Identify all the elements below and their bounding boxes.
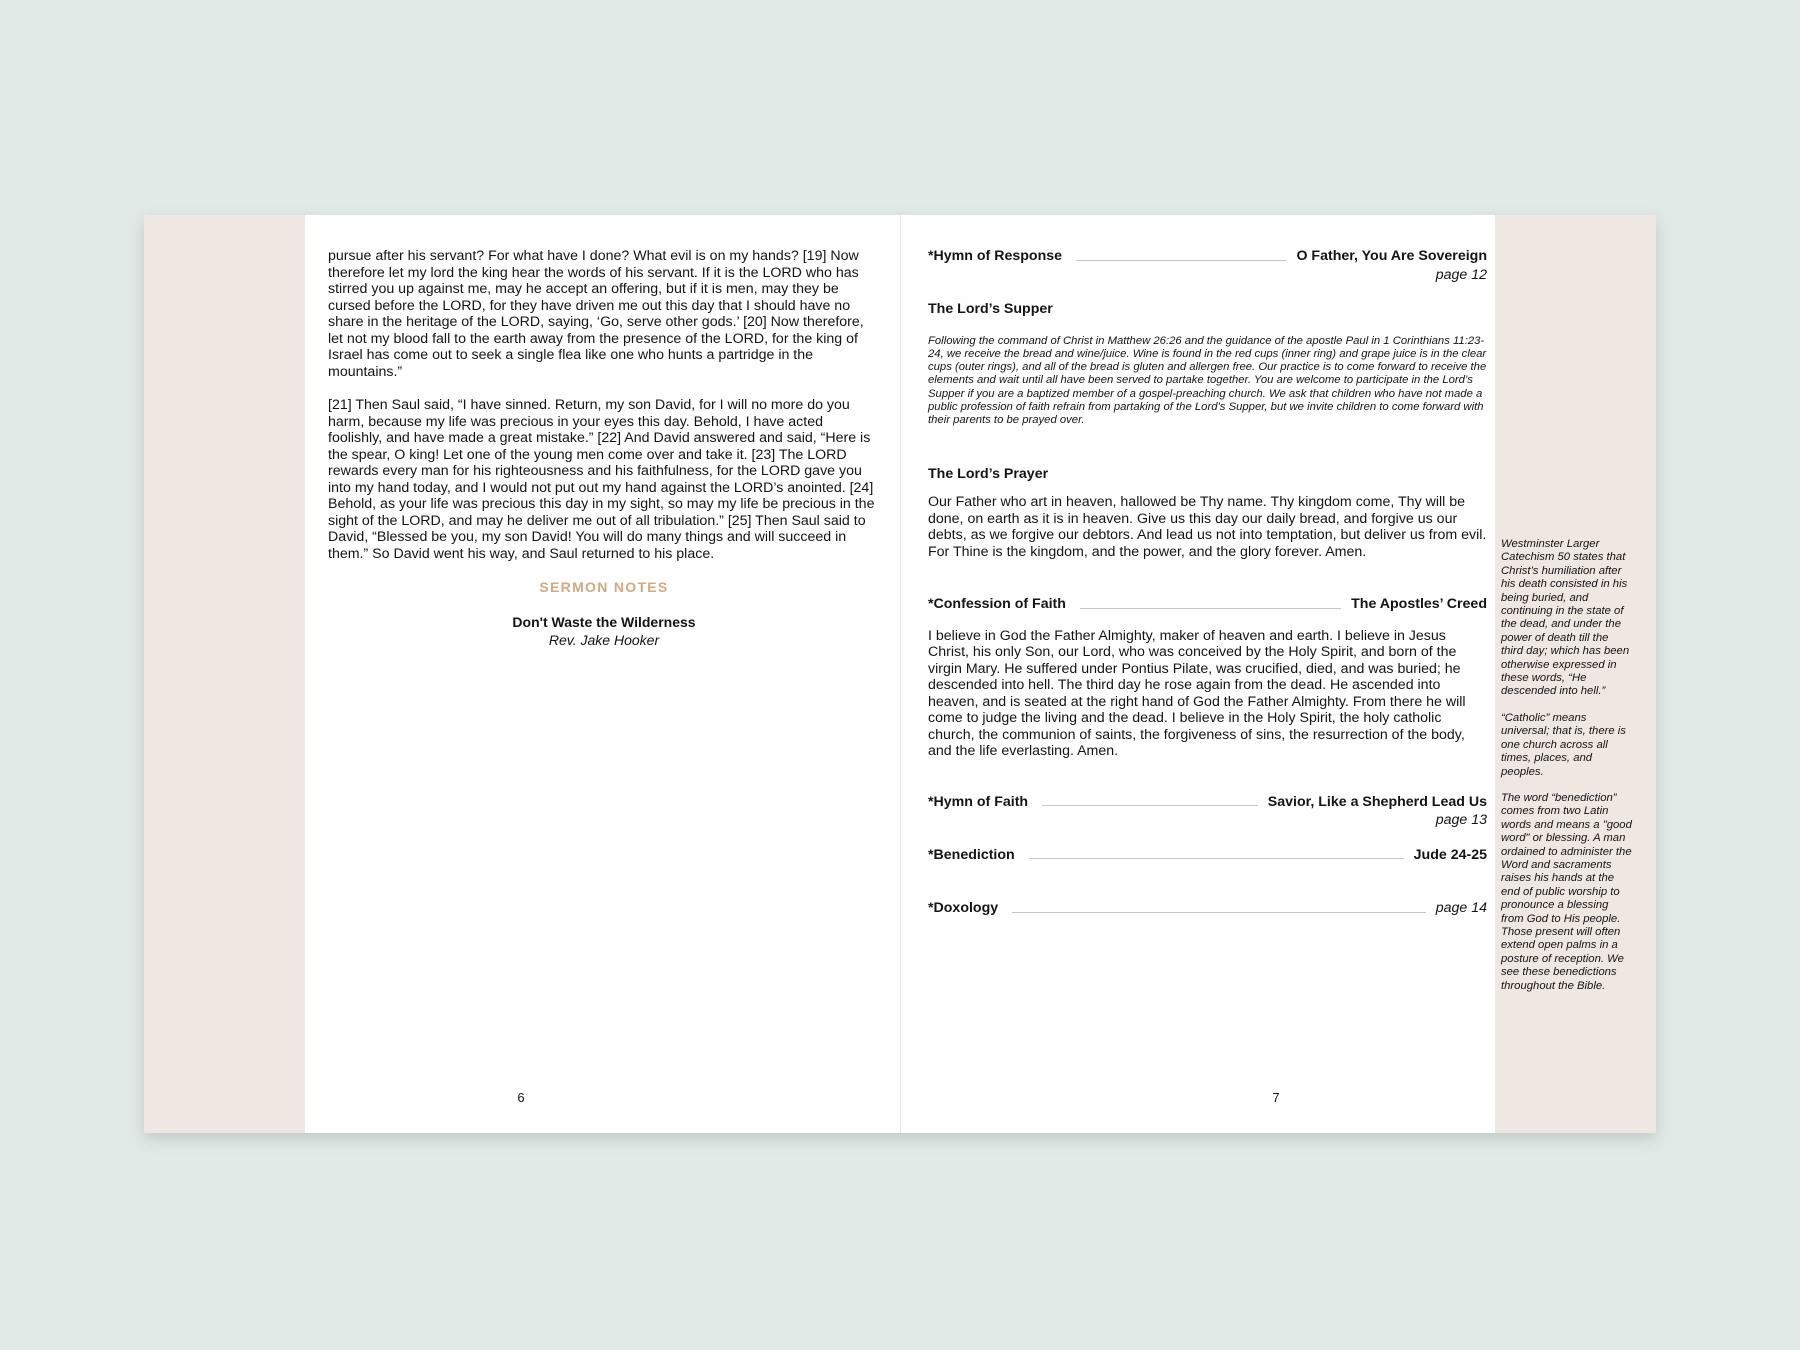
- left-margin-panel: [144, 215, 305, 1133]
- lords-prayer-text: Our Father who art in heaven, hallowed be Thy name. Thy kingdom come, Thy will be done, on earth as it is in heaven. Give us this day our daily bread, and forgive us our debts, as we forgive our debtors. And lead us not into temptation, but deliver us from evil. For Thine is the kingdom, and the power, and the glory forever. Amen.: [928, 494, 1487, 560]
- leader-line: [1076, 260, 1286, 261]
- page-number-left: 6: [517, 1090, 525, 1105]
- doxology-page-ref: page 14: [1435, 900, 1487, 917]
- hymn-page-ref: page 12: [1435, 266, 1487, 283]
- order-title: O Father, You Are Sovereign: [1296, 248, 1487, 264]
- side-note: The word “benediction” comes from two Latin words and means a "good word" or blessing. A man ordained to administer the Word and sacraments raises his hands at the end of public worship to pronounce a blessing from God to His people. Those present will often extend open palms in a posture of reception. We see these benedictions throughout the Bible.: [1501, 791, 1632, 992]
- leader-line: [1012, 912, 1426, 913]
- hymn-of-faith: [928, 794, 1487, 829]
- leader-line: [1029, 858, 1404, 859]
- scripture-paragraph: pursue after his servant? For what have I done? What evil is on my hands? [19] Now therefore let my lord the king hear the words of his servant. If it is the LORD who has stirred you up against me, may he accept an offering, but if it is men, may they be cursed before the LORD, for they have driven me out this day that I should have no share in the heritage of the LORD, saying, ‘Go, serve other gods.’ [20] Now therefore, let not my blood fall to the earth away from the presence of the LORD, for the king of Israel has come out to seek a single flea like one who hunts a partridge in the mountains.”: [328, 248, 864, 380]
- margin-notes: [1501, 538, 1633, 1006]
- sermon-preacher: Rev. Jake Hooker: [548, 632, 660, 648]
- left-page-content: [328, 248, 880, 649]
- apostles-creed-text: I believe in God the Father Almighty, maker of heaven and earth. I believe in Jesus Christ, his only Son, our Lord, who was conceived by the Holy Spirit, and born of the virgin Mary. He suffered under Pontius Pilate, was crucified, died, and was buried; he descended into hell. The third day he rose again from the dead. He ascended into heaven, and is seated at the right hand of God the Father Almighty. From there he will come to judge the living and the dead. I believe in the Holy Spirit, the holy catholic church, the communion of saints, the forgiveness of sins, the resurrection of the body, and the life everlasting. Amen.: [928, 627, 1466, 760]
- hymn-page-ref: page 13: [1435, 812, 1487, 829]
- page-number-right: 7: [1272, 1090, 1280, 1105]
- order-title: Jude 24-25: [1413, 846, 1487, 863]
- booklet-spread: [144, 215, 1656, 1133]
- leader-line: [1042, 805, 1258, 806]
- order-label: *Doxology: [928, 900, 999, 917]
- confession-of-faith: [928, 596, 1487, 613]
- leader-line: [1080, 608, 1341, 609]
- side-note: “Catholic” means universal; that is, there is one church across all times, places, and peoples.: [1501, 711, 1626, 778]
- benediction: [928, 847, 1487, 864]
- order-label: *Hymn of Response: [928, 248, 1063, 264]
- hymn-of-response: [928, 248, 1487, 283]
- lords-prayer-heading: The Lord’s Prayer: [928, 465, 1049, 482]
- order-label: *Confession of Faith: [928, 596, 1066, 613]
- sermon-title: Don't Waste the Wilderness: [512, 613, 696, 630]
- lords-supper-heading: The Lord’s Supper: [928, 301, 1053, 317]
- lords-supper-text: Following the command of Christ in Matthew 26:26 and the guidance of the apostle Paul in 1 Corinthians 11:23-24, we receive the bread and wine/juice. Wine is found in the red cups (inner ring) and grape juice is in the clear cups (outer rings), and all of the bread is gluten and allergen free. Our practice is to come forward to receive the elements and wait until all have been served to partake together. You are welcome to participate in the Lord’s Supper if you are a baptized member of a gospel-preaching church. We ask that children who have not made a public profession of faith refrain from partaking of the Lord’s Supper, but we invite children to come forward with their parents to be prayed over.: [928, 334, 1487, 427]
- order-title: The Apostles’ Creed: [1351, 596, 1487, 613]
- right-page-content: [928, 248, 1487, 917]
- order-label: *Benediction: [928, 846, 1015, 863]
- scripture-paragraph: [21] Then Saul said, “I have sinned. Return, my son David, for I will no more do you harm, because my life was precious in your eyes this day. Behold, I have acted foolishly, and have made a great mistake.” [22] And David answered and said, “Here is the spear, O king! Let one of the young men come over and take it. [23] The LORD rewards every man for his righteousness and his faithfulness, for the LORD gave you into my hand today, and I would not put out my hand against the LORD’s anointed. [24] Behold, as your life was precious this day in my sight, so may my life be precious in the sight of the LORD, and may he deliver me out of all tribulation.” [25] Then Saul said to David, “Blessed be you, my son David! You will do many things and will succeed in them.” So David went his way, and Saul returned to his place.: [328, 397, 875, 562]
- order-title: Savior, Like a Shepherd Lead Us: [1267, 793, 1487, 810]
- page-gutter: [900, 215, 901, 1133]
- side-note: Westminster Larger Catechism 50 states that Christ’s humiliation after his death consisted in his being buried, and continuing in the state of the dead, and under the power of death till the third day; which has been otherwise expressed in these words, “He descended into hell.”: [1501, 538, 1630, 698]
- order-label: *Hymn of Faith: [928, 793, 1029, 810]
- doxology: [928, 900, 1487, 917]
- sermon-notes-heading: SERMON NOTES: [539, 579, 669, 595]
